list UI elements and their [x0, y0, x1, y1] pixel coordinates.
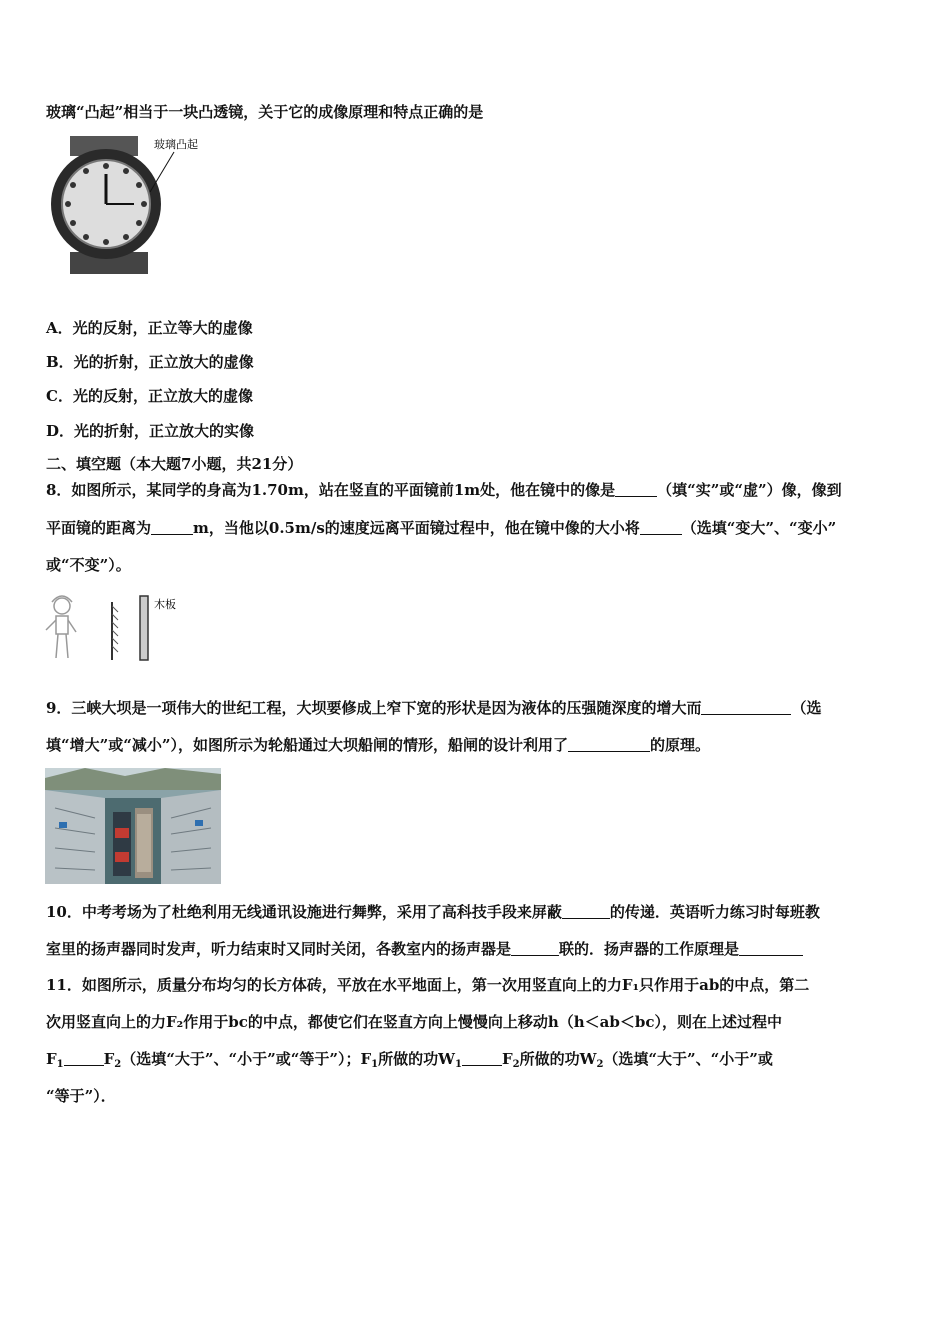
q11-blank-2 — [462, 1051, 502, 1066]
q8-line1 — [46, 479, 910, 501]
q8-line2-mid: m，当他以0.5m/s的速度远离平面镜过程中，他在镜中像的大小将 — [193, 519, 640, 537]
q9-line1-text: 9．三峡大坝是一项伟大的世纪工程，大坝要修成上窄下宽的形状是因为液体的压强随深度的增大而 — [46, 699, 702, 717]
person-head — [54, 598, 70, 614]
q11-line4: “等于”）． — [46, 1087, 116, 1105]
q11-f-label-3: F — [501, 1050, 513, 1068]
q11-line3-work: 所做的功W — [378, 1050, 455, 1068]
q11-sub-1: 1 — [56, 1059, 64, 1070]
q11-line3-tail: （选填“大于”、“小于”或 — [603, 1050, 773, 1068]
q11-sub-4: 1 — [455, 1059, 462, 1070]
q11-sub-6: 2 — [596, 1059, 604, 1070]
q8-blank-2 — [151, 520, 193, 535]
ship-lock-photo — [45, 768, 221, 884]
q11-f-label-1: F — [46, 1050, 57, 1068]
q10-line1-tail: 的传递．英语听力练习时每班教 — [609, 903, 820, 921]
q9-blank-2 — [568, 737, 650, 752]
q7-option-b: B．光的折射，正立放大的虚像 — [46, 353, 254, 371]
q7-option-d: D．光的折射，正立放大的实像 — [46, 422, 255, 440]
lock-wall-right — [161, 790, 221, 884]
label-pointer — [150, 152, 174, 192]
q9-line2-tail: 的原理。 — [650, 736, 711, 754]
q7-option-c: C．光的反射，正立放大的虚像 — [46, 387, 253, 405]
q9-line1 — [46, 697, 910, 719]
q8-line2-tail: （选填“变大”、“变小” — [681, 519, 837, 537]
q10-line2 — [46, 938, 910, 960]
q10-line1-text: 10．中考考场为了杜绝利用无线通讯设施进行舞弊，采用了高科技手段来屏蔽 — [46, 903, 562, 921]
section-heading: 二、填空题（本大题7小题，共21分） — [46, 455, 303, 473]
q10-line2-text: 室里的扬声器同时发声，听力结束时又同时关闭，各教室内的扬声器是 — [46, 940, 512, 958]
q8-line3: 或“不变”）。 — [46, 556, 131, 574]
q11-f-label-2: F — [103, 1050, 115, 1068]
q11-line3 — [46, 1048, 910, 1076]
q11-line3-work2: 所做的功W — [519, 1050, 597, 1068]
q11-sub-5: 2 — [512, 1059, 520, 1070]
q10-blank-3 — [739, 941, 803, 956]
q10-line2-mid: 联的．扬声器的工作原理是 — [559, 940, 740, 958]
wood-board — [140, 596, 148, 660]
q11-line3-choice: （选填“大于”、“小于”或“等于”）；F — [121, 1050, 372, 1068]
q11-blank-1 — [64, 1051, 104, 1066]
q11-line2: 次用竖直向上的力F₂作用于bc的中点，都使它们在竖直方向上慢慢向上移动h（h＜ab＜bc），则在上述过程中 — [46, 1013, 782, 1031]
lock-wall-left — [45, 790, 105, 884]
q9-line1-tail: （选 — [791, 699, 822, 717]
q11-line1: 11．如图所示，质量分布均匀的长方体砖，平放在水平地面上，第一次用竖直向上的力F₁只作用于ab的中点，第二 — [46, 976, 810, 994]
q10-line1 — [46, 901, 910, 923]
q7-option-a: A．光的反射，正立等大的虚像 — [46, 319, 253, 337]
ship-1 — [113, 812, 131, 876]
person-body — [56, 616, 68, 634]
q8-line2-text: 平面镜的距离为 — [46, 519, 152, 537]
wood-board-label: 木板 — [154, 598, 176, 611]
q10-blank-1 — [562, 904, 610, 919]
mirror-figure — [44, 592, 184, 664]
q8-line2 — [46, 517, 910, 539]
q8-blank-1 — [615, 482, 657, 497]
q9-line2-text: 填“增大”或“减小”），如图所示为轮船通过大坝船闸的情形，船闸的设计利用了 — [46, 736, 569, 754]
q9-line2 — [46, 734, 910, 756]
q8-line1-tail: （填“实”或“虚”）像，像到 — [657, 481, 842, 499]
q8-line1-text: 8．如图所示，某同学的身高为1.70m，站在竖直的平面镜前1m处，他在镜中的像是 — [46, 481, 616, 499]
q7-stem: 玻璃“凸起”相当于一块凸透镜，关于它的成像原理和特点正确的是 — [46, 103, 484, 121]
q11-sub-2: 2 — [114, 1059, 122, 1070]
watch-figure — [48, 134, 213, 276]
q10-blank-2 — [511, 941, 559, 956]
glass-bulge-label: 玻璃凸起 — [154, 138, 198, 151]
q8-blank-3 — [640, 520, 682, 535]
q9-blank-1 — [701, 700, 791, 715]
q11-sub-3: 1 — [371, 1059, 379, 1070]
